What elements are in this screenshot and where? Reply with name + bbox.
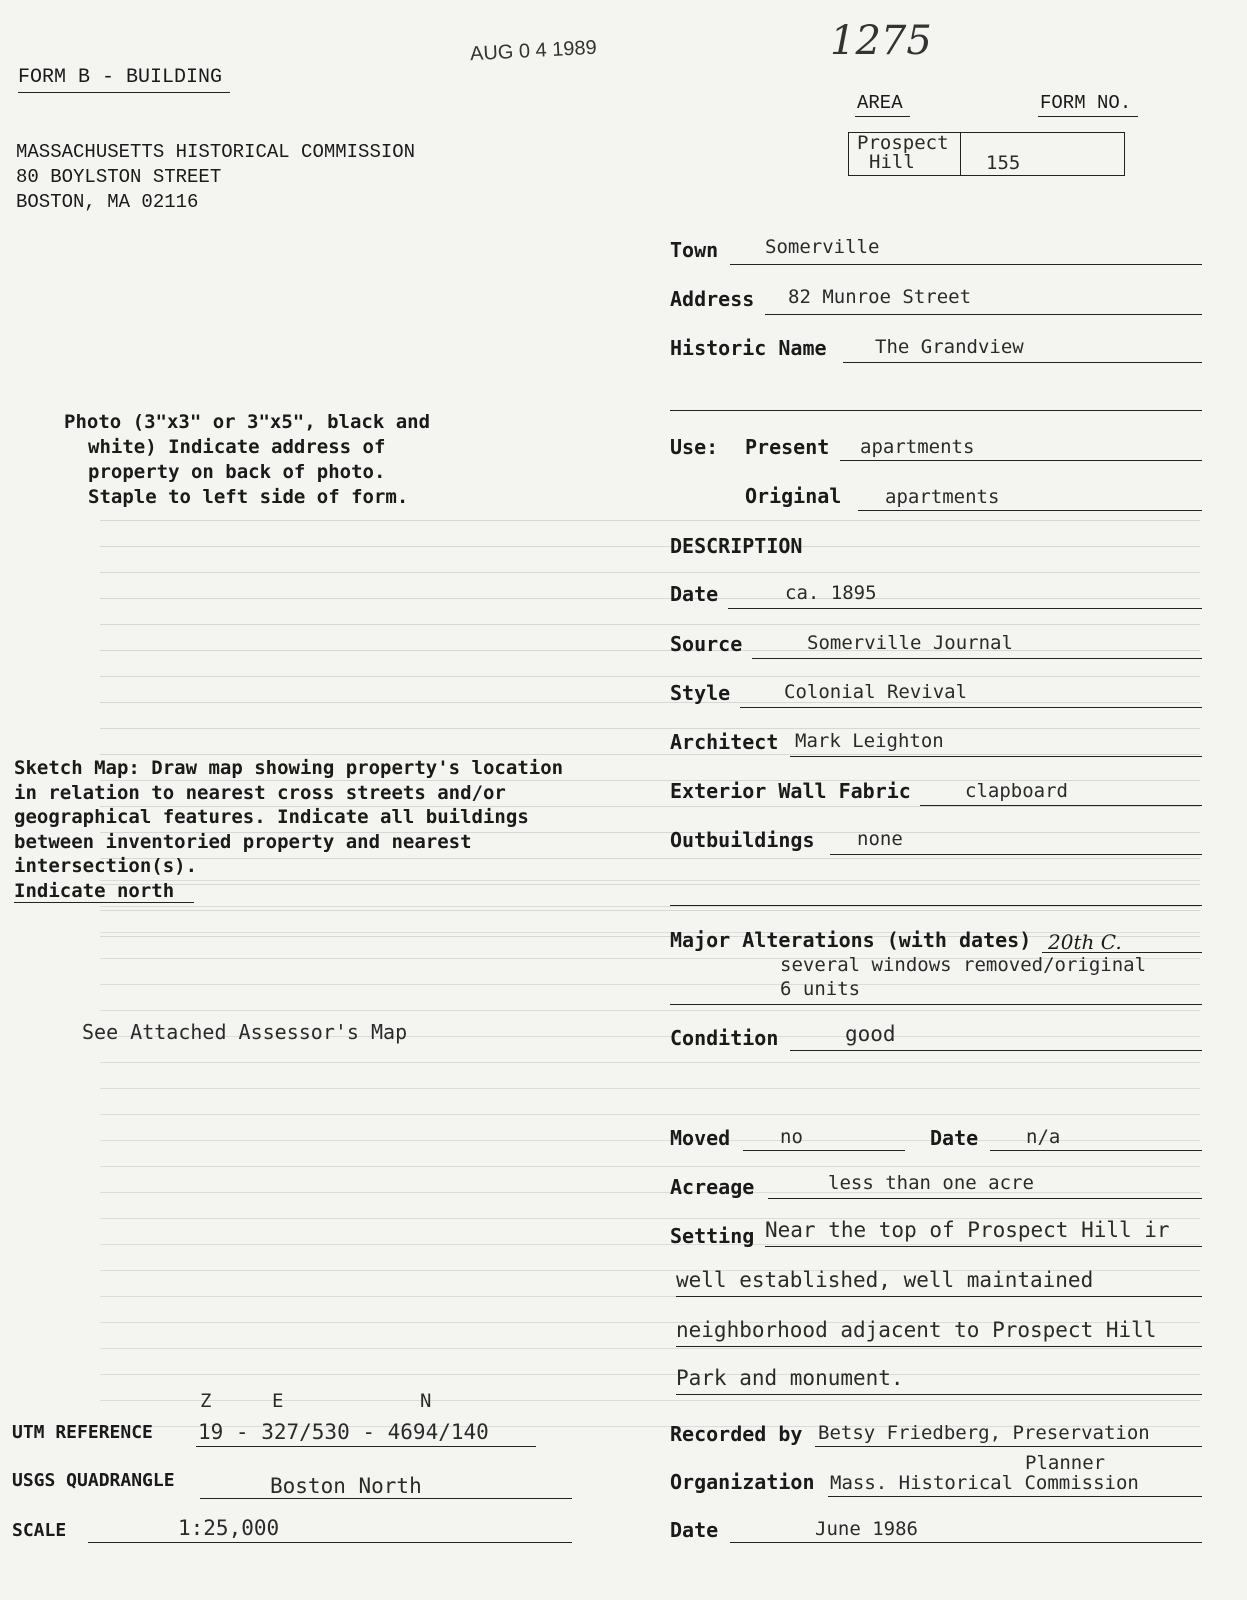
alterations-line-2 bbox=[670, 1004, 1202, 1005]
condition-value: good bbox=[845, 1022, 896, 1046]
exterior-wall-line bbox=[920, 805, 1202, 806]
outbuildings-value: none bbox=[857, 828, 903, 850]
sketch-instructions-line: intersection(s). bbox=[14, 855, 198, 877]
recorded-by-line bbox=[815, 1446, 1202, 1447]
source-value: Somerville Journal bbox=[807, 632, 1013, 654]
setting-line-3: neighborhood adjacent to Prospect Hill bbox=[676, 1318, 1157, 1342]
commission-name: MASSACHUSETTS HISTORICAL COMMISSION bbox=[16, 141, 416, 163]
organization-label: Organization bbox=[670, 1470, 815, 1494]
present-label: Present bbox=[745, 435, 830, 459]
source-label: Source bbox=[670, 632, 743, 656]
sketch-instructions-line: Indicate north bbox=[14, 879, 175, 902]
see-attached-map: See Attached Assessor's Map bbox=[82, 1020, 408, 1044]
setting-label: Setting bbox=[670, 1224, 755, 1248]
condition-label: Condition bbox=[670, 1026, 779, 1050]
handwritten-number: 1275 bbox=[830, 18, 932, 64]
source-line bbox=[752, 658, 1202, 659]
indicate-north-underline bbox=[14, 902, 194, 903]
historic-name-value: The Grandview bbox=[875, 336, 1024, 358]
town-value: Somerville bbox=[765, 236, 880, 258]
form-title: FORM B - BUILDING bbox=[18, 66, 223, 89]
alterations-detail-1: several windows removed/original bbox=[780, 954, 1147, 976]
received-stamp: AUG 0 4 1989 bbox=[469, 36, 598, 66]
utm-reference-value: 19 - 327/530 - 4694/140 bbox=[198, 1420, 489, 1444]
commission-city: BOSTON, MA 02116 bbox=[16, 191, 199, 213]
town-label: Town bbox=[670, 238, 719, 262]
area-value-line2: Hill bbox=[869, 151, 915, 173]
alterations-line bbox=[1042, 952, 1202, 953]
recorded-by-label: Recorded by bbox=[670, 1422, 803, 1446]
acreage-value: less than one acre bbox=[828, 1172, 1034, 1194]
organization-value: Mass. Historical Commission bbox=[830, 1472, 1139, 1494]
form-no-label-underline bbox=[1038, 116, 1138, 117]
usgs-quadrangle-label: USGS QUADRANGLE bbox=[12, 1470, 175, 1491]
photo-instructions-line: Photo (3"x3" or 3"x5", black and bbox=[64, 411, 431, 433]
architect-label: Architect bbox=[670, 730, 779, 754]
form-date-value: June 1986 bbox=[815, 1518, 918, 1540]
area-value-line1: Prospect bbox=[857, 132, 949, 154]
area-label-underline bbox=[855, 116, 910, 117]
sketch-instructions-line: in relation to nearest cross streets and/or bbox=[14, 781, 506, 804]
usgs-quadrangle-value: Boston North bbox=[270, 1474, 422, 1498]
setting-rule-3 bbox=[676, 1346, 1202, 1347]
address-value: 82 Munroe Street bbox=[788, 286, 972, 308]
scale-label: SCALE bbox=[12, 1520, 67, 1541]
alterations-date: 20th C. bbox=[1048, 930, 1122, 954]
present-line bbox=[840, 460, 1202, 461]
alterations-label: Major Alterations (with dates) bbox=[670, 928, 1032, 952]
outbuildings-label: Outbuildings bbox=[670, 828, 815, 852]
moved-value: no bbox=[780, 1126, 803, 1148]
original-line bbox=[858, 510, 1202, 511]
original-label: Original bbox=[745, 484, 842, 508]
date-label: Date bbox=[670, 582, 719, 606]
address-line bbox=[765, 314, 1202, 315]
commission-address bbox=[16, 140, 415, 215]
photo-instructions-line: Staple to left side of form. bbox=[88, 486, 409, 508]
date-value: ca. 1895 bbox=[785, 582, 877, 604]
form-title-underline bbox=[18, 92, 230, 93]
acreage-line bbox=[768, 1198, 1202, 1199]
scale-line bbox=[88, 1542, 572, 1543]
utm-n-label: N bbox=[420, 1390, 432, 1412]
exterior-wall-value: clapboard bbox=[965, 780, 1068, 802]
style-value: Colonial Revival bbox=[784, 681, 968, 703]
setting-line-4: Park and monument. bbox=[676, 1366, 904, 1390]
area-label: AREA bbox=[857, 92, 903, 114]
outbuildings-line-2 bbox=[670, 905, 1202, 906]
outbuildings-line bbox=[830, 854, 1202, 855]
setting-line-1: Near the top of Prospect Hill ir bbox=[765, 1218, 1170, 1242]
photo-instructions-line: property on back of photo. bbox=[88, 461, 386, 483]
condition-line bbox=[790, 1050, 1202, 1051]
acreage-label: Acreage bbox=[670, 1175, 755, 1199]
scale-value: 1:25,000 bbox=[178, 1516, 280, 1540]
style-label: Style bbox=[670, 681, 731, 705]
form-date-line bbox=[730, 1542, 1202, 1543]
setting-rule-2 bbox=[676, 1296, 1202, 1297]
date-line bbox=[728, 608, 1202, 609]
moved-date-label: Date bbox=[930, 1126, 979, 1150]
area-form-box-divider bbox=[960, 132, 961, 176]
photo-instructions bbox=[64, 410, 430, 510]
utm-z-label: Z bbox=[200, 1390, 212, 1412]
utm-e-label: E bbox=[272, 1390, 284, 1412]
description-heading: DESCRIPTION bbox=[670, 534, 803, 558]
form-no-value: 155 bbox=[986, 152, 1021, 174]
recorded-by-value: Betsy Friedberg, Preservation bbox=[818, 1422, 1150, 1444]
exterior-wall-label: Exterior Wall Fabric bbox=[670, 779, 911, 803]
moved-line bbox=[743, 1150, 905, 1151]
moved-label: Moved bbox=[670, 1126, 731, 1150]
architect-value: Mark Leighton bbox=[795, 730, 944, 752]
use-label: Use: bbox=[670, 435, 719, 459]
commission-street: 80 BOYLSTON STREET bbox=[16, 166, 222, 188]
moved-date-line bbox=[990, 1150, 1202, 1151]
utm-reference-line bbox=[196, 1446, 536, 1447]
setting-line-2: well established, well maintained bbox=[676, 1268, 1094, 1292]
present-value: apartments bbox=[860, 436, 975, 458]
recorded-by-cont: Planner bbox=[1025, 1452, 1106, 1474]
setting-rule-4 bbox=[676, 1394, 1202, 1395]
historic-name-line-2 bbox=[670, 410, 1202, 411]
alterations-detail-2: 6 units bbox=[780, 978, 861, 1000]
form-no-label: FORM NO. bbox=[1040, 92, 1132, 114]
address-label: Address bbox=[670, 287, 755, 311]
sketch-instructions-line: Sketch Map: Draw map showing property's location bbox=[14, 757, 564, 779]
moved-date-value: n/a bbox=[1026, 1126, 1061, 1148]
historic-name-line bbox=[843, 362, 1202, 363]
setting-rule-1 bbox=[765, 1246, 1202, 1247]
architect-line bbox=[790, 756, 1202, 757]
organization-line bbox=[828, 1496, 1202, 1497]
style-line bbox=[740, 707, 1202, 708]
sketch-instructions-line: between inventoried property and nearest bbox=[14, 830, 472, 853]
form-date-label: Date bbox=[670, 1518, 719, 1542]
historic-name-label: Historic Name bbox=[670, 336, 827, 360]
photo-instructions-line: white) Indicate address of bbox=[88, 436, 386, 458]
usgs-quadrangle-line bbox=[200, 1498, 572, 1499]
utm-reference-label: UTM REFERENCE bbox=[12, 1422, 153, 1443]
sketch-instructions bbox=[14, 756, 563, 903]
original-value: apartments bbox=[885, 486, 1000, 508]
town-line bbox=[730, 264, 1202, 265]
area-value bbox=[857, 134, 949, 172]
sketch-instructions-line: geographical features. Indicate all buildings bbox=[14, 806, 529, 828]
